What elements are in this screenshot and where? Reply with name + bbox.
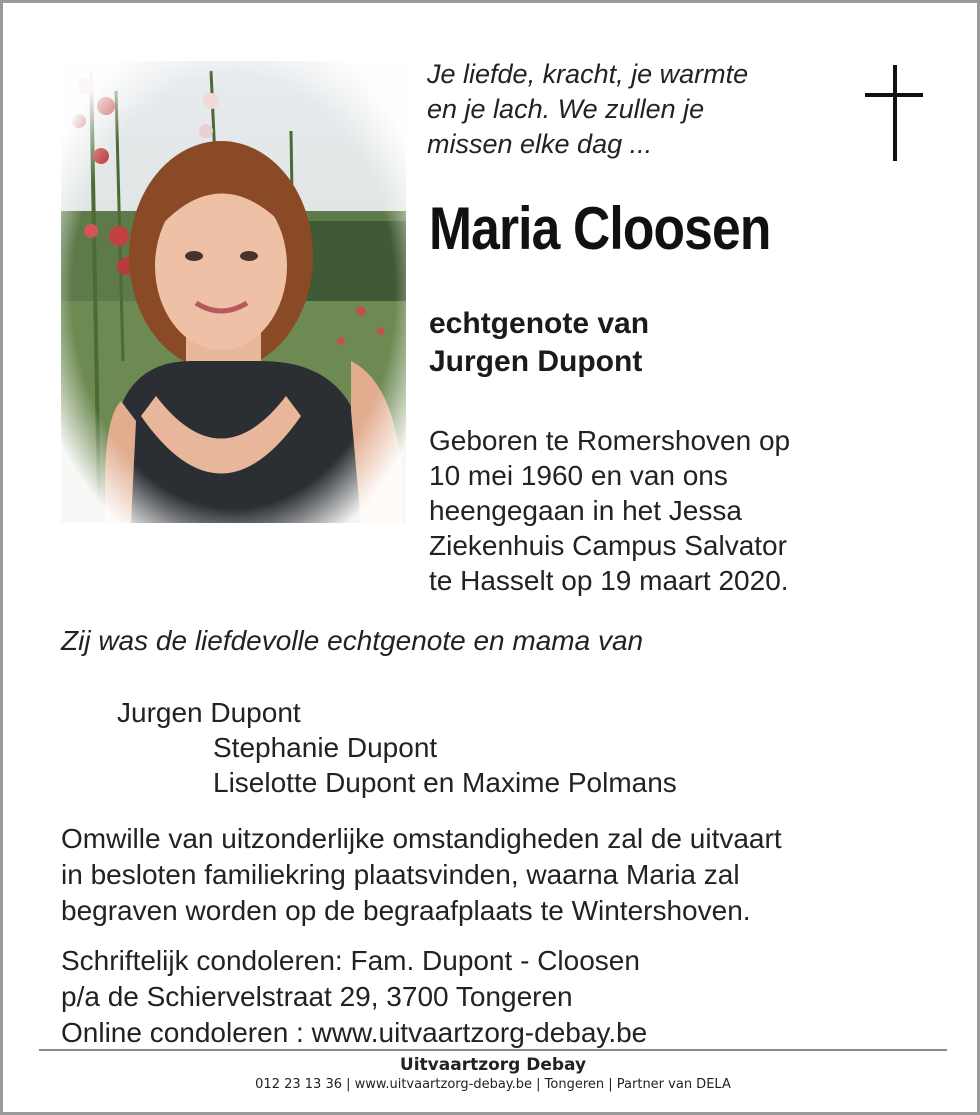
funeral-line: in besloten familiekring plaatsvinden, waarna Maria zal [61, 859, 740, 890]
info-line: heengegaan in het Jessa [429, 495, 742, 526]
condolence-info [61, 943, 647, 1051]
funeral-home-contact: 012 23 13 36 | www.uitvaartzorg-debay.be | Tongeren | Partner van DELA [255, 1077, 731, 1092]
condolence-line: Online condoleren : www.uitvaartzorg-debay.be [61, 1017, 648, 1048]
info-line: 10 mei 1960 en van ons [429, 460, 728, 491]
family-child: Stephanie Dupont [213, 732, 438, 763]
condolence-line: p/a de Schiervelstraat 29, 3700 Tongeren [61, 981, 573, 1012]
quote-line: en je lach. We zullen je [427, 94, 705, 124]
quote-line: Je liefde, kracht, je warmte [427, 59, 749, 89]
footer-divider [39, 1049, 947, 1051]
funeral-line: Omwille van uitzonderlijke omstandigheden zal de uitvaart [61, 823, 782, 854]
funeral-line: begraven worden op de begraafplaats te Wintershoven. [61, 895, 751, 926]
cross-icon [865, 65, 927, 163]
info-line: Geboren te Romershoven op [429, 425, 791, 456]
portrait-photo [61, 61, 406, 523]
family-child: Liselotte Dupont en Maxime Polmans [213, 767, 677, 798]
deceased-name: Maria Cloosen [429, 195, 771, 262]
quote-line: missen elke dag ... [427, 129, 653, 159]
spouse-name: Jurgen Dupont [429, 345, 643, 378]
spouse-info [429, 305, 649, 381]
funeral-home-name: Uitvaartzorg Debay [399, 1055, 587, 1075]
birth-death-info [429, 423, 790, 598]
family-husband: Jurgen Dupont [117, 697, 301, 728]
condolence-line: Schriftelijk condoleren: Fam. Dupont - Cloosen [61, 945, 640, 976]
info-line: Ziekenhuis Campus Salvator [429, 530, 787, 561]
spouse-line: echtgenote van [429, 307, 650, 340]
mother-line: Zij was de liefdevolle echtgenote en mama van [61, 625, 644, 656]
memorial-quote [427, 57, 847, 162]
info-line: te Hasselt op 19 maart 2020. [429, 565, 789, 596]
funeral-notice [61, 821, 782, 929]
